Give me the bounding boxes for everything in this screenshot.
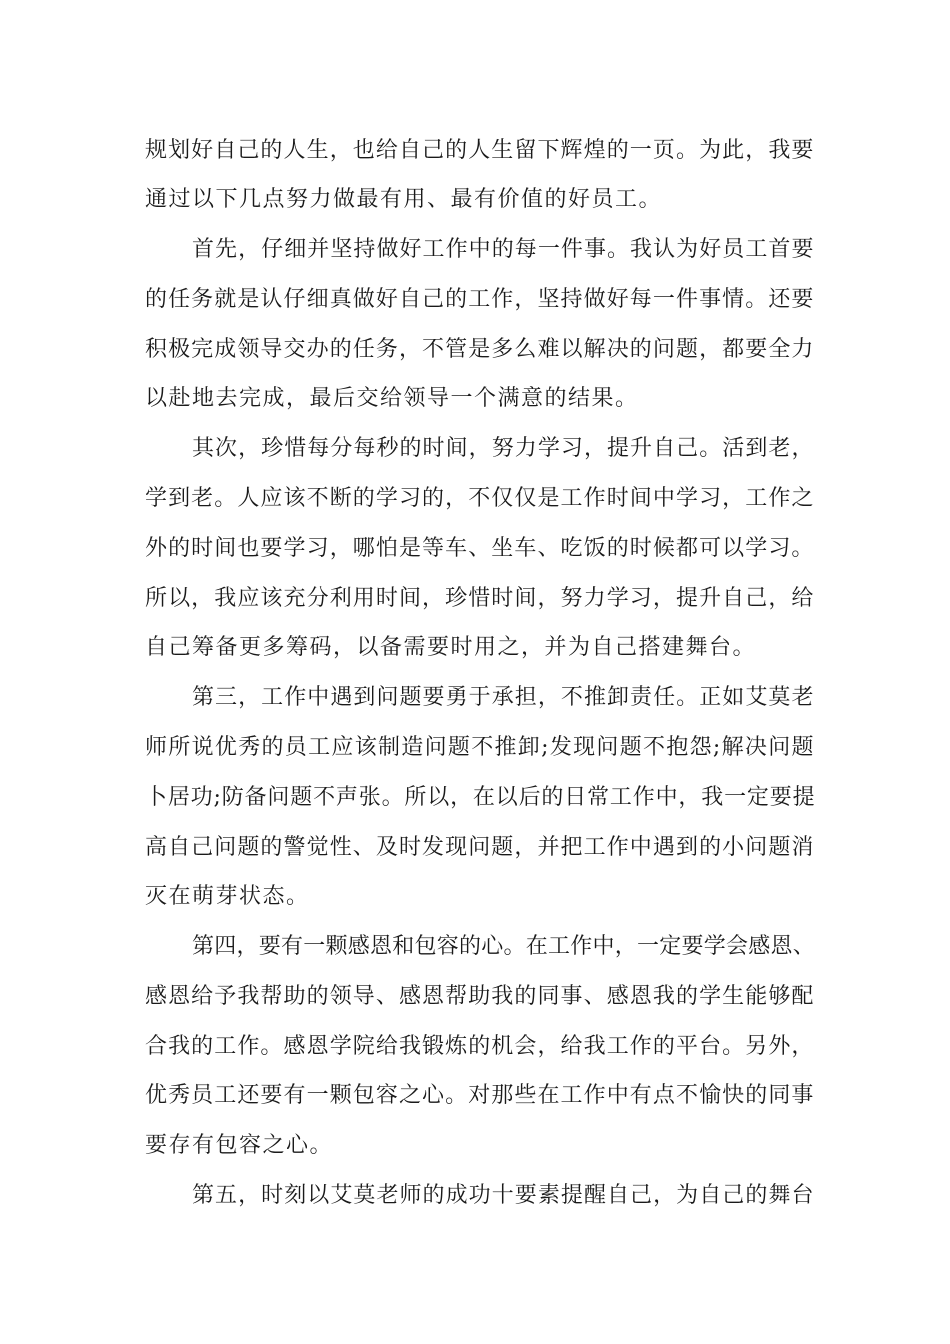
text-line: 积极完成领导交办的任务，不管是多么难以解决的问题，都要全力 [145,337,815,362]
text-line: 的任务就是认仔细真做好自己的工作，坚持做好每一件事情。还要 [145,287,815,312]
paragraph-first-line: 其次，珍惜每分每秒的时间，努力学习，提升自己。活到老， [192,436,815,461]
text-line: 所以，我应该充分利用时间，珍惜时间，努力学习，提升自己，给 [145,586,815,611]
text-line: 高自己问题的警觉性、及时发现问题，并把工作中遇到的小问题消 [145,835,815,860]
text-line: 灭在萌芽状态。 [145,884,310,909]
paragraph-first-line: 第五，时刻以艾莫老师的成功十要素提醒自己，为自己的舞台 [192,1183,815,1208]
text-line: 外的时间也要学习，哪怕是等车、坐车、吃饭的时候都可以学习。 [145,536,815,561]
text-line: 要存有包容之心。 [145,1133,334,1158]
text-line: 学到老。人应该不断的学习的，不仅仅是工作时间中学习，工作之 [145,486,815,511]
text-line: 通过以下几点努力做最有用、最有价值的好员工。 [145,187,663,212]
text-line: 自己筹备更多筹码，以备需要时用之，并为自己搭建舞台。 [145,635,757,660]
text-line: 师所说优秀的员工应该制造问题不推卸;发现问题不抱怨;解决问题 [145,735,815,760]
paragraph-first-line: 第三，工作中遇到问题要勇于承担，不推卸责任。正如艾莫老 [192,685,815,710]
text-line: 卜居功;防备问题不声张。所以，在以后的日常工作中，我一定要提 [145,785,816,810]
paragraph-first-line: 第四，要有一颗感恩和包容的心。在工作中，一定要学会感恩、 [192,934,816,959]
text-line: 以赴地去完成，最后交给领导一个满意的结果。 [145,386,639,411]
text-line: 规划好自己的人生，也给自己的人生留下辉煌的一页。为此，我要 [145,138,815,163]
text-line: 感恩给予我帮助的领导、感恩帮助我的同事、感恩我的学生能够配 [145,984,815,1009]
text-line: 合我的工作。感恩学院给我锻炼的机会，给我工作的平台。另外， [145,1034,815,1059]
paragraph-first-line: 首先，仔细并坚持做好工作中的每一件事。我认为好员工首要 [192,237,815,262]
text-line: 优秀员工还要有一颗包容之心。对那些在工作中有点不愉快的同事 [145,1083,815,1108]
